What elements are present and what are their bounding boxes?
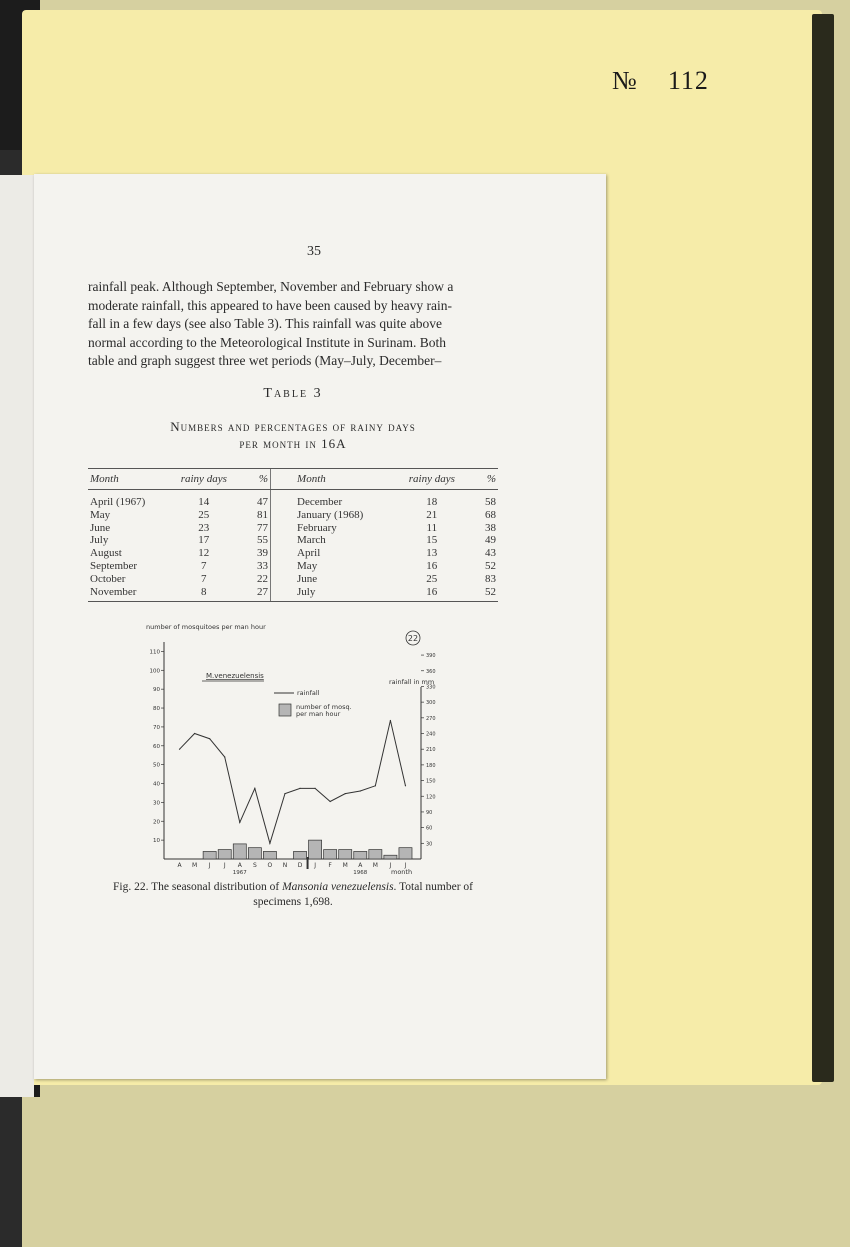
left-tick-label: 80 [153,706,160,713]
rainy-days-cell: 13 [426,547,438,560]
right-axis-title: rainfall in mm [389,678,435,686]
percent-cell: 58 [485,496,496,508]
mosquito-bar [218,850,231,859]
caption-species: Mansonia venezuelensis [282,881,394,893]
percent-cell: 52 [485,559,496,572]
mosquito-bar [263,851,276,859]
month-tick-label: J [208,862,211,869]
percent-cell: 43 [485,547,496,560]
rainy-days-cell: 7 [201,559,207,572]
rainy-days-cell: 14 [198,496,210,508]
month-cell: April (1967) [90,496,146,508]
month-tick-label: O [267,862,273,869]
right-tick-label: 60 [426,825,433,832]
month-cell: January (1968) [271,509,406,522]
header-rainy-days: rainy days [406,469,458,490]
table-row [88,586,498,602]
header-month: Month [88,469,178,490]
seasonal-distribution-chart [144,622,444,874]
header-percent: % [458,469,498,490]
rainfall-point [330,801,331,802]
percent-cell: 77 [257,521,269,534]
table-row [88,522,498,535]
percent-cell: 68 [485,508,496,521]
rainy-days-cell: 8 [178,586,230,602]
month-tick-label: J [314,862,316,869]
rainy-days-cell: 21 [426,508,438,521]
left-tick-label: 50 [153,762,160,769]
table-row [88,490,498,509]
table-row [88,534,498,547]
month-cell: April [271,547,406,560]
left-axis-title: number of mosquitoes per man hour [146,623,266,631]
year-label: 1967 [232,870,247,874]
month-cell: September [90,559,138,572]
left-tick-label: 60 [153,743,160,750]
left-tick-label: 10 [153,838,160,845]
month-cell: May [90,508,111,521]
month-tick-label: J [223,862,226,869]
rainfall-point [314,788,315,789]
percent-cell: 49 [485,534,496,547]
mosquito-bar [294,851,307,859]
mosquito-bar [354,851,367,859]
left-tick-label: 70 [153,724,160,731]
right-tick-label: 390 [426,653,436,660]
rainy-days-cell: 25 [198,508,210,521]
paragraph-line: normal according to the Meteorological Institute in Surinam. Both [88,334,447,350]
rainy-days-cell: 16 [406,586,458,602]
left-tick-label: 100 [149,668,160,675]
month-tick-label: N [282,862,288,869]
month-cell: July [271,586,406,602]
table-subtitle-line: Numbers and percentages of rainy days [170,419,416,434]
mosquito-bar [233,844,246,859]
header-percent: % [230,469,271,490]
rainy-days-cell: 15 [426,534,438,547]
page-number: 35 [307,244,321,259]
caption-suffix: . Total number of specimens 1,698. [253,881,474,908]
legend-mosquito-label-1: number of mosq. [296,703,352,711]
folder-number [612,66,709,96]
month-cell: May [271,560,406,573]
rainfall-point [194,733,195,734]
rainy-days-cell: 17 [198,534,210,547]
rainfall-point [239,822,240,823]
month-cell: November [88,586,178,602]
year-label: 1968 [353,870,368,874]
month-tick-label: A [358,862,363,869]
month-cell: February [271,522,406,535]
right-tick-label: 360 [426,668,436,675]
table-header-row [88,469,498,490]
paragraph-line: moderate rainfall, this appeared to have been caused by heavy rain- [88,297,452,313]
month-cell: July [90,534,109,547]
folder-edge [812,14,834,1082]
legend-rainfall-label: rainfall [297,689,320,697]
month-tick-label: J [404,862,407,869]
percent-cell: 39 [257,547,269,560]
folder-number-label: № [612,66,638,95]
rainy-days-table [88,468,498,602]
species-label: M.venezuelensis [206,672,264,680]
rainy-days-cell: 25 [426,572,438,585]
folder-number-value: 112 [667,66,709,95]
month-tick-label: D [297,862,303,869]
right-tick-label: 270 [426,715,436,722]
mosquito-bar [309,840,322,859]
rainfall-point [299,788,300,789]
right-tick-label: 150 [426,778,436,785]
body-paragraph [88,278,498,371]
header-rainy-days: rainy days [178,469,230,490]
rainfall-point [284,793,285,794]
right-tick-label: 300 [426,700,436,707]
month-tick-label: F [328,862,332,869]
paragraph-line: fall in a few days (see also Table 3). This rainfall was quite above [88,316,442,331]
month-cell: June [271,573,406,586]
percent-cell: 47 [257,496,269,508]
table-row [88,509,498,522]
rainfall-point [375,785,376,786]
right-tick-label: 90 [426,809,433,816]
rainfall-point [224,756,225,757]
rainy-days-cell: 23 [198,521,210,534]
left-tick-label: 110 [149,649,160,656]
left-tick-label: 30 [153,800,160,807]
mosquito-bar [399,848,412,859]
left-tick-label: 40 [153,781,160,788]
percent-cell: 22 [257,572,269,585]
right-tick-label: 240 [426,731,436,738]
month-tick-label: M [192,862,198,869]
month-cell: March [271,534,406,547]
right-tick-label: 30 [426,841,433,848]
percent-cell: 52 [458,586,498,602]
month-cell: December [271,490,406,509]
rainfall-point [390,720,391,721]
left-tick-label: 90 [153,687,160,694]
header-month: Month [271,469,406,490]
mosquito-bar [339,850,352,859]
rainfall-point [254,788,255,789]
month-tick-label: M [342,862,348,869]
x-axis-title: month [391,868,413,874]
table-row [88,573,498,586]
month-cell: August [90,547,122,560]
table-subtitle [88,418,498,452]
previous-page-edge [0,175,34,1097]
right-tick-label: 180 [426,762,436,769]
rainfall-point [209,738,210,739]
right-tick-label: 330 [426,684,436,691]
rainfall-point [405,785,406,786]
rainy-days-cell: 7 [201,572,207,585]
figure-number: 22 [407,634,419,643]
legend-mosquito-label-2: per man hour [296,710,341,718]
rainfall-point [345,793,346,794]
percent-cell: 27 [230,586,271,602]
table-row [88,560,498,573]
right-tick-label: 120 [426,794,436,801]
mosquito-bar [203,851,216,859]
percent-cell: 38 [485,521,496,534]
rainfall-point [179,749,180,750]
month-cell: June [90,521,111,534]
rainfall-line [180,720,406,843]
paragraph-line: rainfall peak. Although September, November and February show a [88,279,454,294]
document-page [34,174,606,1079]
right-tick-label: 210 [426,747,436,754]
table-subtitle-line: per month in 16A [239,436,347,451]
mosquito-bar [384,855,397,859]
rainfall-point [360,790,361,791]
month-tick-label: A [237,862,242,869]
mosquito-bar [248,848,261,859]
figure-caption [88,880,498,910]
caption-prefix: Fig. 22. The seasonal distribution of [112,881,283,893]
month-tick-label: A [177,862,182,869]
rainy-days-cell: 11 [426,521,438,534]
left-tick-label: 20 [153,819,160,826]
rainy-days-cell: 18 [426,496,438,508]
mosquito-bar [324,850,337,859]
percent-cell: 83 [485,572,496,585]
paragraph-line: table and graph suggest three wet periods (May–July, December– [88,353,442,368]
rainy-days-cell: 12 [198,547,210,560]
legend-mosquito-swatch [279,704,291,716]
month-tick-label: J [389,862,392,869]
rainy-days-cell: 16 [426,559,438,572]
month-cell: October [90,572,126,585]
month-tick-label: M [372,862,378,869]
percent-cell: 55 [257,534,269,547]
month-tick-label: S [252,862,257,869]
table-body [88,490,498,602]
rainfall-point [269,843,270,844]
table-row [88,547,498,560]
percent-cell: 81 [257,508,269,521]
percent-cell: 33 [257,559,269,572]
mosquito-bar [369,850,382,859]
table-title: Table 3 [263,386,323,401]
